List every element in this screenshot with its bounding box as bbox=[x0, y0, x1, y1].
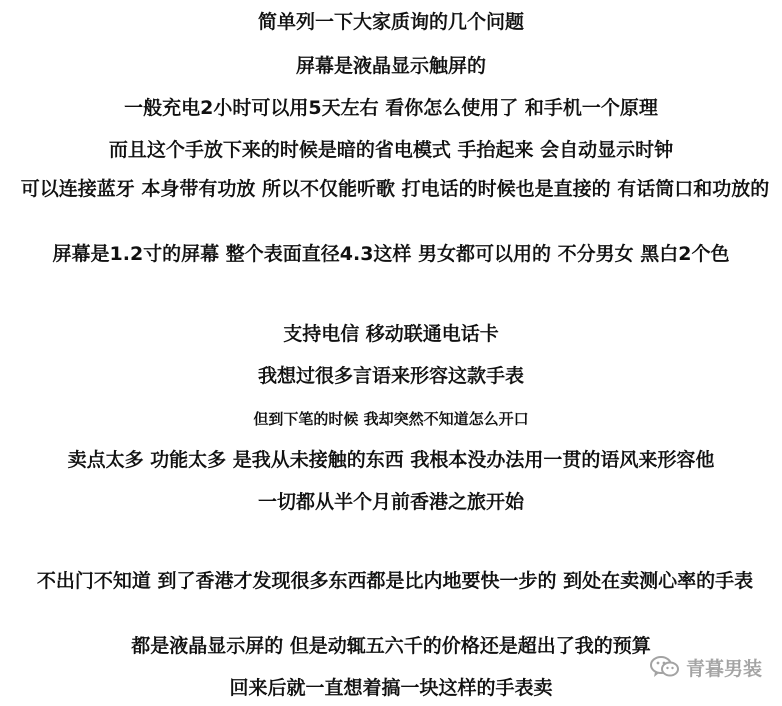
text-line: 不出门不知道 到了香港才发现很多东西都是比内地要快一步的 到处在卖测心率的手表 bbox=[36, 570, 754, 592]
text-line: 一切都从半个月前香港之旅开始 bbox=[257, 491, 524, 513]
text-line: 可以连接蓝牙 本身带有功放 所以不仅能听歌 打电话的时候也是直接的 有话筒口和功放的 bbox=[20, 178, 770, 200]
wechat-icon bbox=[650, 655, 680, 679]
text-line: 我想过很多言语来形容这款手表 bbox=[257, 365, 524, 387]
text-line: 支持电信 移动联通电话卡 bbox=[283, 323, 499, 345]
text-line: 回来后就一直想着搞一块这样的手表卖 bbox=[229, 677, 553, 699]
text-line: 卖点太多 功能太多 是我从未接触的东西 我根本没办法用一贯的语风来形容他 bbox=[67, 449, 715, 471]
watermark-text: 青暮男装 bbox=[685, 657, 762, 680]
text-line: 屏幕是液晶显示触屏的 bbox=[295, 55, 486, 77]
text-line: 简单列一下大家质询的几个问题 bbox=[257, 11, 524, 33]
watermark bbox=[650, 654, 762, 680]
text-line: 一般充电2小时可以用5天左右 看你怎么使用了 和手机一个原理 bbox=[124, 97, 658, 119]
text-line: 但到下笔的时候 我却突然不知道怎么开口 bbox=[253, 410, 529, 428]
text-line: 屏幕是1.2寸的屏幕 整个表面直径4.3这样 男女都可以用的 不分男女 黑白2个色 bbox=[52, 243, 730, 265]
text-line: 而且这个手放下来的时候是暗的省电模式 手抬起来 会自动显示时钟 bbox=[108, 139, 674, 161]
text-line: 都是液晶显示屏的 但是动辄五六千的价格还是超出了我的预算 bbox=[131, 635, 651, 657]
